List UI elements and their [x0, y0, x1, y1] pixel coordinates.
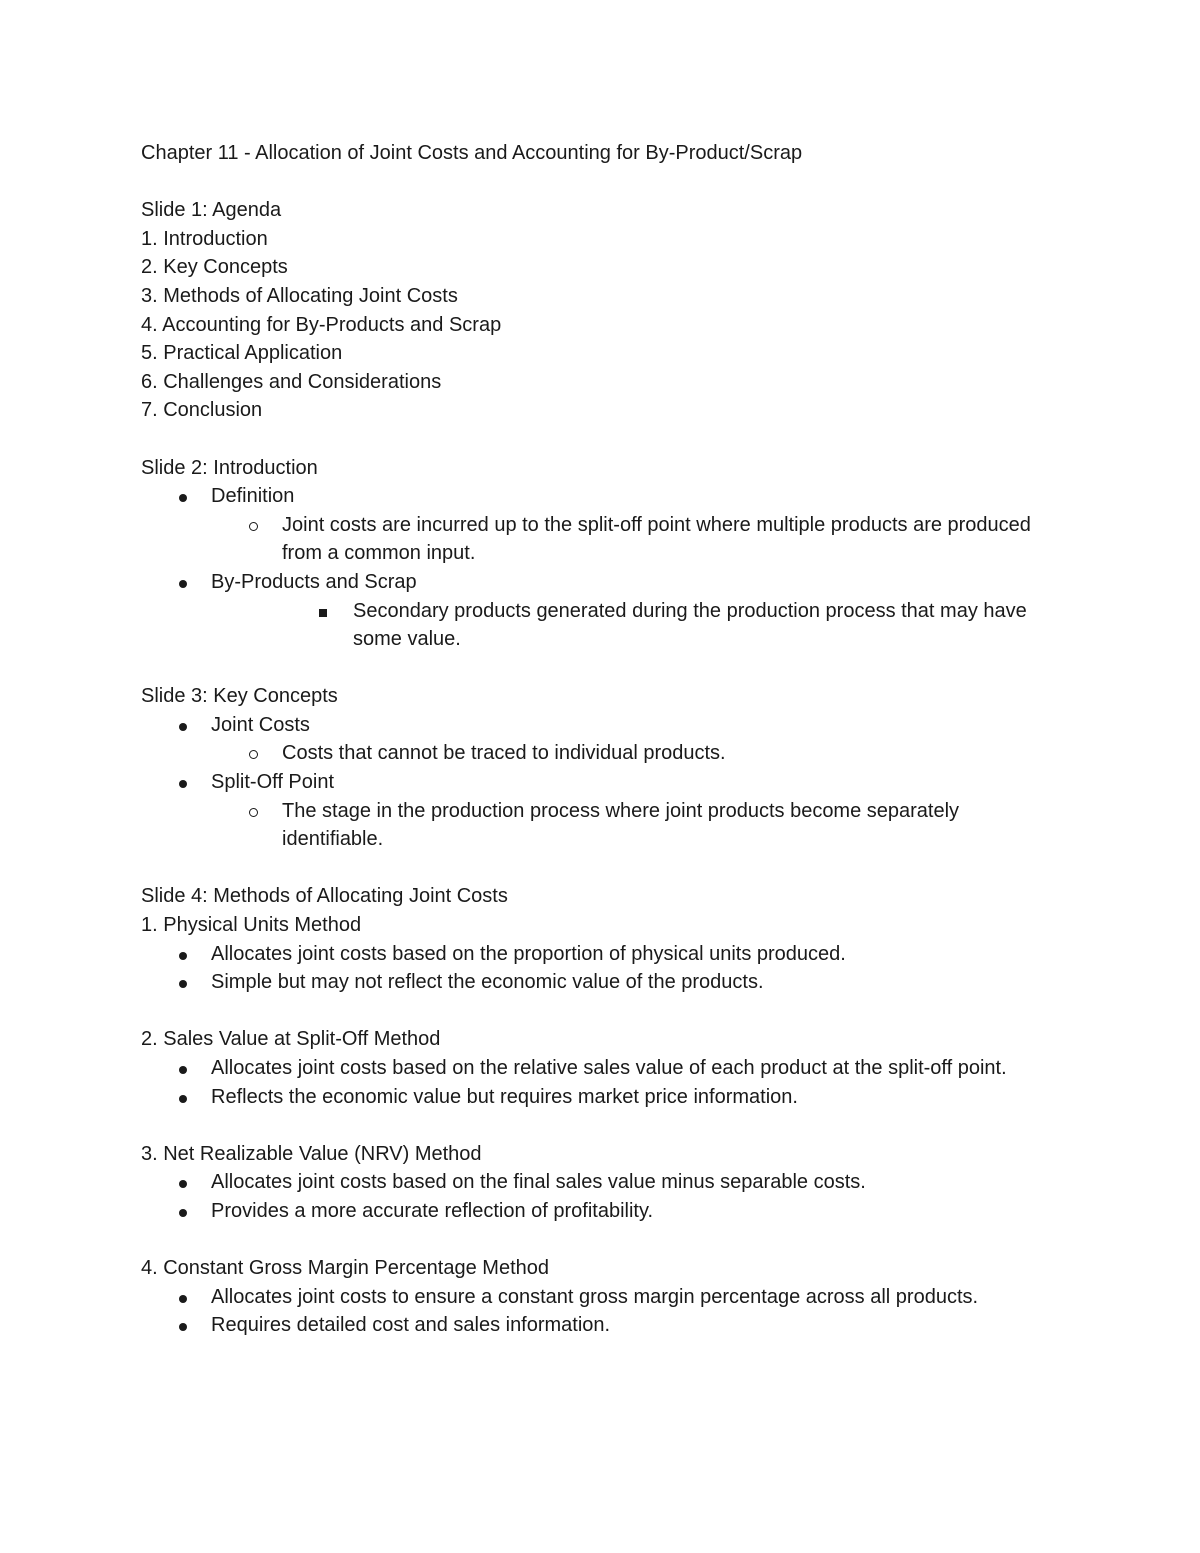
- bullet-item: [141, 1283, 1061, 1312]
- bullet-text: Definition: [211, 485, 295, 508]
- bullet-text: Split-Off Point: [211, 771, 335, 794]
- sub-sub-bullet-item: [141, 597, 1061, 654]
- bullet-dot-icon: [179, 1283, 191, 1312]
- agenda-item: 4. Accounting for By-Products and Scrap: [141, 313, 502, 336]
- bullet-item: [141, 1054, 1061, 1083]
- bullet-item: [141, 768, 1061, 797]
- bullet-dot-icon: [179, 568, 191, 597]
- sub-bullet-item: [141, 511, 1061, 568]
- bullet-square-icon: [319, 597, 333, 626]
- agenda-item: 1. Introduction: [141, 227, 268, 250]
- bullet-circle-icon: [249, 511, 263, 540]
- slide4-heading: Slide 4: Methods of Allocating Joint Costs: [141, 885, 508, 908]
- spacer: [141, 654, 1061, 683]
- sub-bullet-item: [141, 797, 1061, 854]
- bullet-text: Reflects the economic value but requires market price information.: [211, 1085, 798, 1108]
- bullet-text: Allocates joint costs to ensure a constant gross margin percentage across all products.: [211, 1285, 979, 1308]
- bullet-dot-icon: [179, 1311, 191, 1340]
- method-heading: 1. Physical Units Method: [141, 914, 362, 937]
- sub-bullet-item: [141, 739, 1061, 768]
- bullet-text: Joint Costs: [211, 713, 310, 736]
- spacer: [141, 1111, 1061, 1140]
- method-heading: 2. Sales Value at Split-Off Method: [141, 1028, 441, 1051]
- bullet-dot-icon: [179, 711, 191, 740]
- agenda-item: 3. Methods of Allocating Joint Costs: [141, 284, 458, 307]
- bullet-text: Simple but may not reflect the economic value of the products.: [211, 971, 764, 994]
- bullet-dot-icon: [179, 482, 191, 511]
- bullet-circle-icon: [249, 739, 263, 768]
- bullet-dot-icon: [179, 968, 191, 997]
- method-heading: 4. Constant Gross Margin Percentage Method: [141, 1257, 549, 1280]
- bullet-text: Allocates joint costs based on the final sales value minus separable costs.: [211, 1171, 866, 1194]
- bullet-circle-icon: [249, 797, 263, 826]
- bullet-text: Secondary products generated during the production process that may have some value.: [353, 599, 1027, 651]
- bullet-dot-icon: [179, 1083, 191, 1112]
- bullet-item: [141, 968, 1061, 997]
- agenda-item: 5. Practical Application: [141, 342, 343, 365]
- slide3-heading: Slide 3: Key Concepts: [141, 685, 338, 708]
- bullet-item: [141, 1083, 1061, 1112]
- method-heading: 3. Net Realizable Value (NRV) Method: [141, 1142, 482, 1165]
- slide1-heading: Slide 1: Agenda: [141, 199, 282, 222]
- bullet-item: [141, 482, 1061, 511]
- bullet-item: [141, 940, 1061, 969]
- document-title: Chapter 11 - Allocation of Joint Costs and Accounting for By-Product/Scrap: [141, 142, 803, 164]
- bullet-text: Provides a more accurate reflection of profitability.: [211, 1199, 654, 1222]
- spacer: [141, 425, 1061, 454]
- spacer: [141, 997, 1061, 1026]
- bullet-dot-icon: [179, 940, 191, 969]
- bullet-text: Requires detailed cost and sales information.: [211, 1314, 611, 1337]
- bullet-dot-icon: [179, 768, 191, 797]
- agenda-item: 6. Challenges and Considerations: [141, 370, 442, 393]
- bullet-item: [141, 1311, 1061, 1340]
- bullet-text: Allocates joint costs based on the relative sales value of each product at the split-off point.: [211, 1057, 1007, 1079]
- bullet-item: [141, 1168, 1061, 1197]
- slide2-heading: Slide 2: Introduction: [141, 456, 318, 479]
- document-page: [141, 139, 1061, 1340]
- bullet-text: Allocates joint costs based on the proportion of physical units produced.: [211, 942, 846, 965]
- spacer: [141, 854, 1061, 883]
- spacer: [141, 168, 1061, 197]
- bullet-item: [141, 711, 1061, 740]
- bullet-text: Costs that cannot be traced to individual products.: [282, 742, 726, 765]
- bullet-text: The stage in the production process where joint products become separately identifiable.: [282, 799, 960, 851]
- bullet-text: Joint costs are incurred up to the split-off point where multiple products are produced from a common input.: [282, 513, 1031, 565]
- bullet-dot-icon: [179, 1168, 191, 1197]
- bullet-item: [141, 1197, 1061, 1226]
- bullet-dot-icon: [179, 1197, 191, 1226]
- spacer: [141, 1226, 1061, 1255]
- agenda-item: 7. Conclusion: [141, 399, 263, 422]
- bullet-item: [141, 568, 1061, 597]
- agenda-item: 2. Key Concepts: [141, 256, 288, 279]
- bullet-dot-icon: [179, 1054, 191, 1083]
- bullet-text: By-Products and Scrap: [211, 570, 417, 593]
